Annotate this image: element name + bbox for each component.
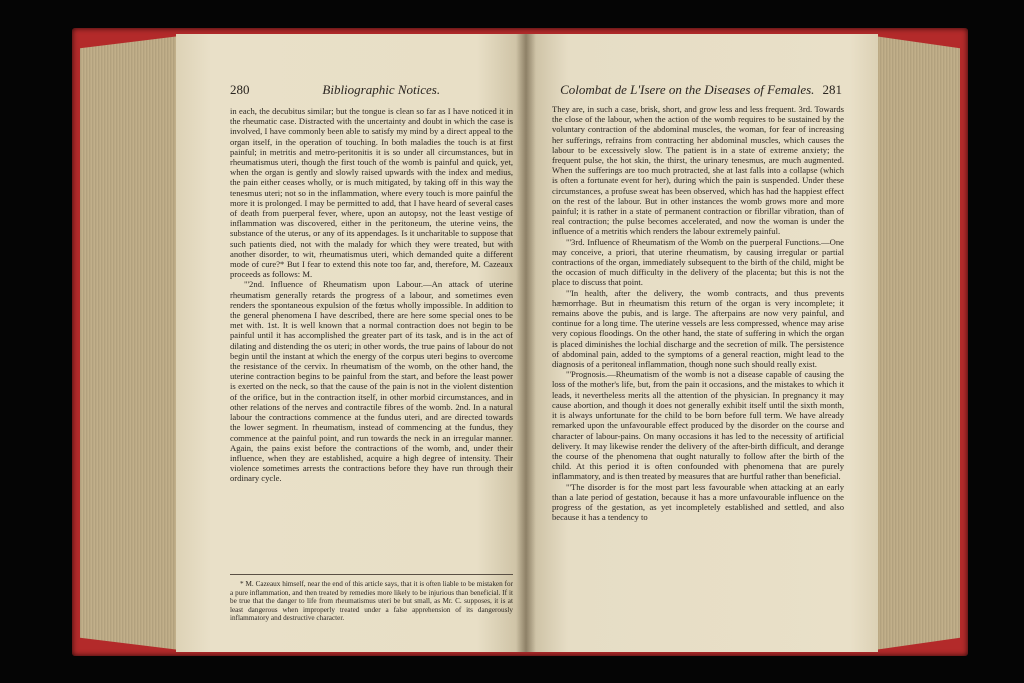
right-page-body xyxy=(552,104,844,522)
right-page-edges xyxy=(874,36,960,650)
right-page xyxy=(526,34,878,652)
left-page xyxy=(176,34,526,652)
right-running-title: Colombat de L'Isere on the Diseases of Females. xyxy=(560,82,815,97)
footnote-rule xyxy=(230,574,513,575)
right-paragraph-3: "'In health, after the delivery, the womb contracts, and thus prevents hæmorrhage. But in rheumatism this return of the organ is very incomplete; it remains above the pubis, and is large. The afterpains are now very painful, and continue for a long time. The uterine vessels are less compressed, whence may arise very copious floodings. On the other hand, the state of suffering in which the organ is placed diminishes the lochial discharge and the secretion of milk. The persistence of abdominal pain, added to the symptoms of a general reaction, might lead to the diagnosis of a peritoneal inflammation, though none such should really exist. xyxy=(552,287,844,370)
right-page-header xyxy=(552,82,842,100)
left-page-header xyxy=(230,82,513,100)
right-paragraph-5: "'The disorder is for the most part less favourable when attacking at an early than a late period of gestation, because it has a more unfavourable influence on the progress of the gestation, as yet incompletely established and settled, and also because it has a tendency to xyxy=(552,481,844,523)
left-paragraph-1: in each, the decubitus similar; but the tongue is clean so far as I have noticed it in the rheumatic case. Distracted with the uncertainty and doubt in which the case is involved, I have commonly been able to satisfy my mind by a direct appeal to the organ itself, in the operation of touching. In both maladies the touch is at first painful; in metritis and metro-peritonitis it is so under all circumstances, but in rheumatismus uteri, though the first touch of the womb is painful and quick, yet, when the organ is gently and slowly raised upwards with the index and medius, the pain either ceases wholly, or is much mitigated, by taking off in this way the tenesmus uteri; not so in the inflammation, where every touch is more painful the more it is prolonged. I may be permitted to add, that I have heard of several cases of death from puerperal fever, where, upon an autopsy, not the least vestige of inflammation was discovered, either in the peritoneum, the uterine veins, the substance of the uterus, or any of its appendages. Is it uncharitable to suppose that such patients died, not with the malady for which they were treated, but with another disorder, to wit, rheumatismus uteri, which demanded quite a different mode of cure?* But I fear to extend this note too far, and, therefore, M. Cazeaux proceeds as follows: M. xyxy=(230,106,513,280)
right-page-number: 281 xyxy=(822,82,842,97)
right-paragraph-4: "'Prognosis.—Rheumatism of the womb is not a disease capable of causing the loss of the mother's life, but, from the pain it occasions, and the mistakes to which it leads, it nevertheless merits all the attention of the physician. In pregnancy it may cause abortion, and though it does not generally exhibit itself until the sixth month, it is always unfortunate for the child to be born before full term. We have already remarked upon the unfavourable effect produced by the disorder on the course and character of labour-pains. On many occasions it has led to the necessity of artificial delivery. It may likewise render the delivery of the after-birth difficult, and derange the course of the phenomena that ought naturally to follow after the birth of the child. At this period it is often confounded with phenomena that are purely inflammatory, and is then treated by measures that are hurtful rather than beneficial. xyxy=(552,369,844,482)
left-page-number: 280 xyxy=(230,82,250,97)
left-footnote xyxy=(230,580,513,623)
footnote-text: * M. Cazeaux himself, near the end of this article says, that it is often liable to be mistaken for a pure inflammation, and then treated by remedies more likely to be injurious than beneficial. If it be true that the danger to life from rheumatismus uteri be but small, as Mr. C. supposes, it is at least dangerous when improperly treated under a false apprehension of its dangerously inflammatory and destructive character. xyxy=(230,580,513,623)
left-paragraph-2: "'2nd. Influence of Rheumatism upon Labour.—An attack of uterine rheumatism generally retards the progress of a labour, and sometimes even renders the spontaneous expulsion of the fœtus wholly impossible. In addition to the general phenomena I have described, there are here some special ones to be met with. 1st. It is well known that a normal contraction does not begin to be painful until it has accomplished the greater part of its task, and is in the act of dilating and distending the os uteri; in other words, the true pains of labour do not begin until the instant at which the energy of the corpus uteri begins to overcome the resistance of the cervix. In rheumatism of the womb, on the other hand, the uterine contraction begins to be painful from the start, and before the least power is exerted on the neck, so that the cause of the pain is not in the violent distention of the orifice, but in the contraction itself, in other morbid circumstances, and in other relations of the nerves and contractile fibres of the womb. 2nd. In a natural labour the contractions commence at the fundus uteri, and are directed towards the lower segment. In rheumatism, instead of commencing at the fundus, they commence at the painful point, and run towards the neck in an irregular manner. Again, the pains exist before the contractions of the womb, and, under their influence, when they are established, acquire a high degree of intensity. Their violence sometimes arrests the contractions before they have run through their ordinary cycle. xyxy=(230,279,513,484)
right-paragraph-1: They are, in such a case, brisk, short, and grow less and less frequent. 3rd. Towards the close of the labour, when the action of the womb requires to be sustained by the voluntary contraction of the abdominal muscles, the woman, for fear of increasing her sufferings, refrains from contracting her abdominal muscles, which causes the labour to be excessively slow. The patient is in a state of extreme anxiety; the frequent pulse, the hot skin, the thirst, the urinary tenesmus, are much augmented. When the sufferings are too much protracted, she at last falls into a collapse (which is often a fortunate event for her), during which the pain is suspended. Under these circumstances, a profuse sweat has been observed, which has had the happiest effect on the rest of the labour. But in other instances the womb grows more and more painful; it is rather in a state of permanent contraction or fibrillar vibration, than of real contraction; the pulse becomes accelerated, and now the woman is under the influence of a metritis which renders the labour extremely painful. xyxy=(552,104,844,237)
left-page-edges xyxy=(80,36,180,650)
book-gutter-shadow xyxy=(516,34,536,652)
left-running-title: Bibliographic Notices. xyxy=(322,82,441,97)
left-page-body xyxy=(230,106,513,484)
right-paragraph-2: "'3rd. Influence of Rheumatism of the Womb on the puerperal Functions.—One may conceive, a priori, that uterine rheumatism, by causing irregular or partial contractions of the organ, immediately subsequent to the birth of the child, might be the occasion of much difficulty in the delivery of the placenta; but this is not the place to discuss that point. xyxy=(552,236,844,288)
